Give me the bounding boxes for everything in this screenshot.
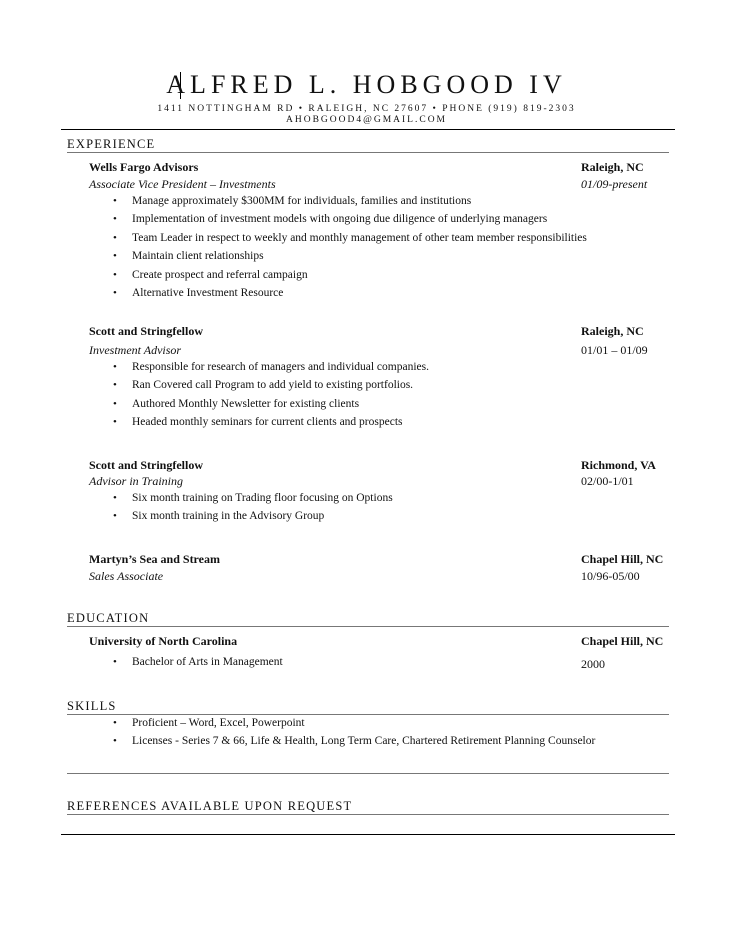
job-dates: 01/01 – 01/09 xyxy=(581,343,648,357)
header-rule xyxy=(61,129,675,130)
job-dates: 10/96-05/00 xyxy=(581,569,640,583)
graduation-year: 2000 xyxy=(581,657,605,671)
bullet-text: Six month training on Trading floor focusing on Options xyxy=(132,492,393,504)
bullet-glyph: • xyxy=(113,195,117,207)
section-heading-education: EDUCATION xyxy=(67,611,150,625)
bullet-text: Implementation of investment models with ongoing due diligence of underlying managers xyxy=(132,213,548,225)
section-rule xyxy=(67,773,669,774)
bullet-text: Create prospect and referral campaign xyxy=(132,269,308,281)
section-rule xyxy=(67,814,669,815)
references-note: REFERENCES AVAILABLE UPON REQUEST xyxy=(67,799,353,813)
bullet-glyph: • xyxy=(113,398,117,410)
bullet-text: Manage approximately $300MM for individuals, families and institutions xyxy=(132,195,472,207)
bullet-glyph: • xyxy=(113,735,117,747)
job-employer: Wells Fargo Advisors xyxy=(89,160,199,174)
section-heading-experience: EXPERIENCE xyxy=(67,137,156,151)
bullet-glyph: • xyxy=(113,656,117,668)
bullet-text: Six month training in the Advisory Group xyxy=(132,510,325,522)
bullet-glyph: • xyxy=(113,361,117,373)
job-employer: Scott and Stringfellow xyxy=(89,324,203,338)
job-employer: Martyn’s Sea and Stream xyxy=(89,552,220,566)
bullet-text: Licenses - Series 7 & 66, Life & Health, Long Term Care, Chartered Retirement Planning Counselor xyxy=(132,735,596,747)
bullet-glyph: • xyxy=(113,232,117,244)
bullet-glyph: • xyxy=(113,213,117,225)
bullet-glyph: • xyxy=(113,416,117,428)
bullet-text: Headed monthly seminars for current clients and prospects xyxy=(132,416,403,428)
bullet-text: Alternative Investment Resource xyxy=(132,287,284,299)
degree-text: Bachelor of Arts in Management xyxy=(132,656,283,668)
bullet-glyph: • xyxy=(113,717,117,729)
bullet-text: Ran Covered call Program to add yield to existing portfolios. xyxy=(132,379,414,391)
footer-rule xyxy=(61,834,675,835)
job-location: Chapel Hill, NC xyxy=(581,552,664,566)
job-location: Raleigh, NC xyxy=(581,160,644,174)
bullet-glyph: • xyxy=(113,287,117,299)
job-location: Richmond, VA xyxy=(581,458,656,472)
contact-address: 1411 NOTTINGHAM RD • RALEIGH, NC 27607 • PHONE (919) 819-2303 xyxy=(157,104,576,114)
bullet-glyph: • xyxy=(113,269,117,281)
section-rule xyxy=(67,152,669,153)
resume-name: ALFRED L. HOBGOOD IV xyxy=(166,70,567,99)
bullet-glyph: • xyxy=(113,379,117,391)
bullet-glyph: • xyxy=(113,250,117,262)
section-heading-skills: SKILLS xyxy=(67,699,117,713)
section-rule xyxy=(67,714,669,715)
job-location: Raleigh, NC xyxy=(581,324,644,338)
job-dates: 01/09-present xyxy=(581,177,648,191)
bullet-glyph: • xyxy=(113,492,117,504)
bullet-text: Team Leader in respect to weekly and monthly management of other team member responsibilities xyxy=(132,232,587,244)
contact-email: AHOBGOOD4@GMAIL.COM xyxy=(285,115,447,125)
school-name: University of North Carolina xyxy=(89,634,238,648)
job-dates: 02/00-1/01 xyxy=(581,474,634,488)
job-title: Associate Vice President – Investments xyxy=(89,177,276,191)
bullet-text: Proficient – Word, Excel, Powerpoint xyxy=(132,717,305,729)
job-title: Sales Associate xyxy=(89,569,164,583)
bullet-text: Authored Monthly Newsletter for existing clients xyxy=(132,398,360,410)
section-rule xyxy=(67,626,669,627)
bullet-glyph: • xyxy=(113,510,117,522)
school-location: Chapel Hill, NC xyxy=(581,634,664,648)
bullet-text: Responsible for research of managers and individual companies. xyxy=(132,361,429,373)
job-employer: Scott and Stringfellow xyxy=(89,458,203,472)
bullet-text: Maintain client relationships xyxy=(132,250,264,262)
job-title: Advisor in Training xyxy=(89,474,184,488)
job-title: Investment Advisor xyxy=(89,343,182,357)
